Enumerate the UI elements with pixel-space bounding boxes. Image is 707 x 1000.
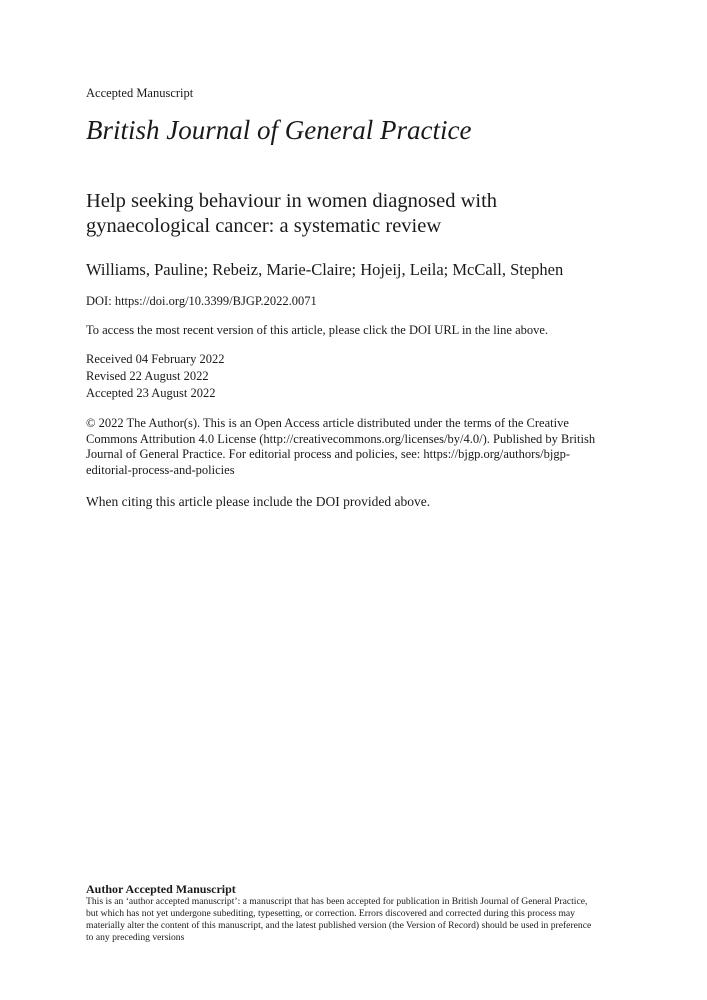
article-dates xyxy=(86,351,225,402)
article-title: Help seeking behaviour in women diagnosed with gynaecological cancer: a systematic review xyxy=(86,190,498,237)
accepted-date: Accepted 23 August 2022 xyxy=(86,386,216,400)
received-date: Received 04 February 2022 xyxy=(86,352,225,366)
author-accepted-manuscript-notice xyxy=(86,882,601,944)
aam-notice-title: Author Accepted Manuscript xyxy=(86,882,236,896)
manuscript-page xyxy=(86,0,626,1000)
license-statement: © 2022 The Author(s). This is an Open Access article distributed under the terms of the Creative Commons Attribution 4.0 License (http://creativecommons.org/licenses/by/4.0/). Published by British Journal of General Practice. For editorial process and policies, see: https://bjgp.org/authors/bjgp-editorial-process-and-policies xyxy=(86,416,596,477)
aam-notice-text: This is an ‘author accepted manuscript’: a manuscript that has been accepted for publication in British Journal of General Practice, but which has not yet undergone subediting, typesetting, or correction. Errors discovered and corrected during this process may materially alter the content of this manuscript, and the latest published version (the Version of Record) should be used in preference to any preceding versions xyxy=(86,896,592,943)
article-authors: Williams, Pauline; Rebeiz, Marie-Claire; Hojeij, Leila; McCall, Stephen xyxy=(86,260,564,279)
citing-note: When citing this article please include the DOI provided above. xyxy=(86,494,431,509)
article-doi[interactable]: DOI: https://doi.org/10.3399/BJGP.2022.0071 xyxy=(86,294,317,308)
manuscript-status: Accepted Manuscript xyxy=(86,86,194,100)
revised-date: Revised 22 August 2022 xyxy=(86,369,209,383)
access-note: To access the most recent version of this article, please click the DOI URL in the line above. xyxy=(86,323,549,337)
journal-title: British Journal of General Practice xyxy=(86,115,472,145)
